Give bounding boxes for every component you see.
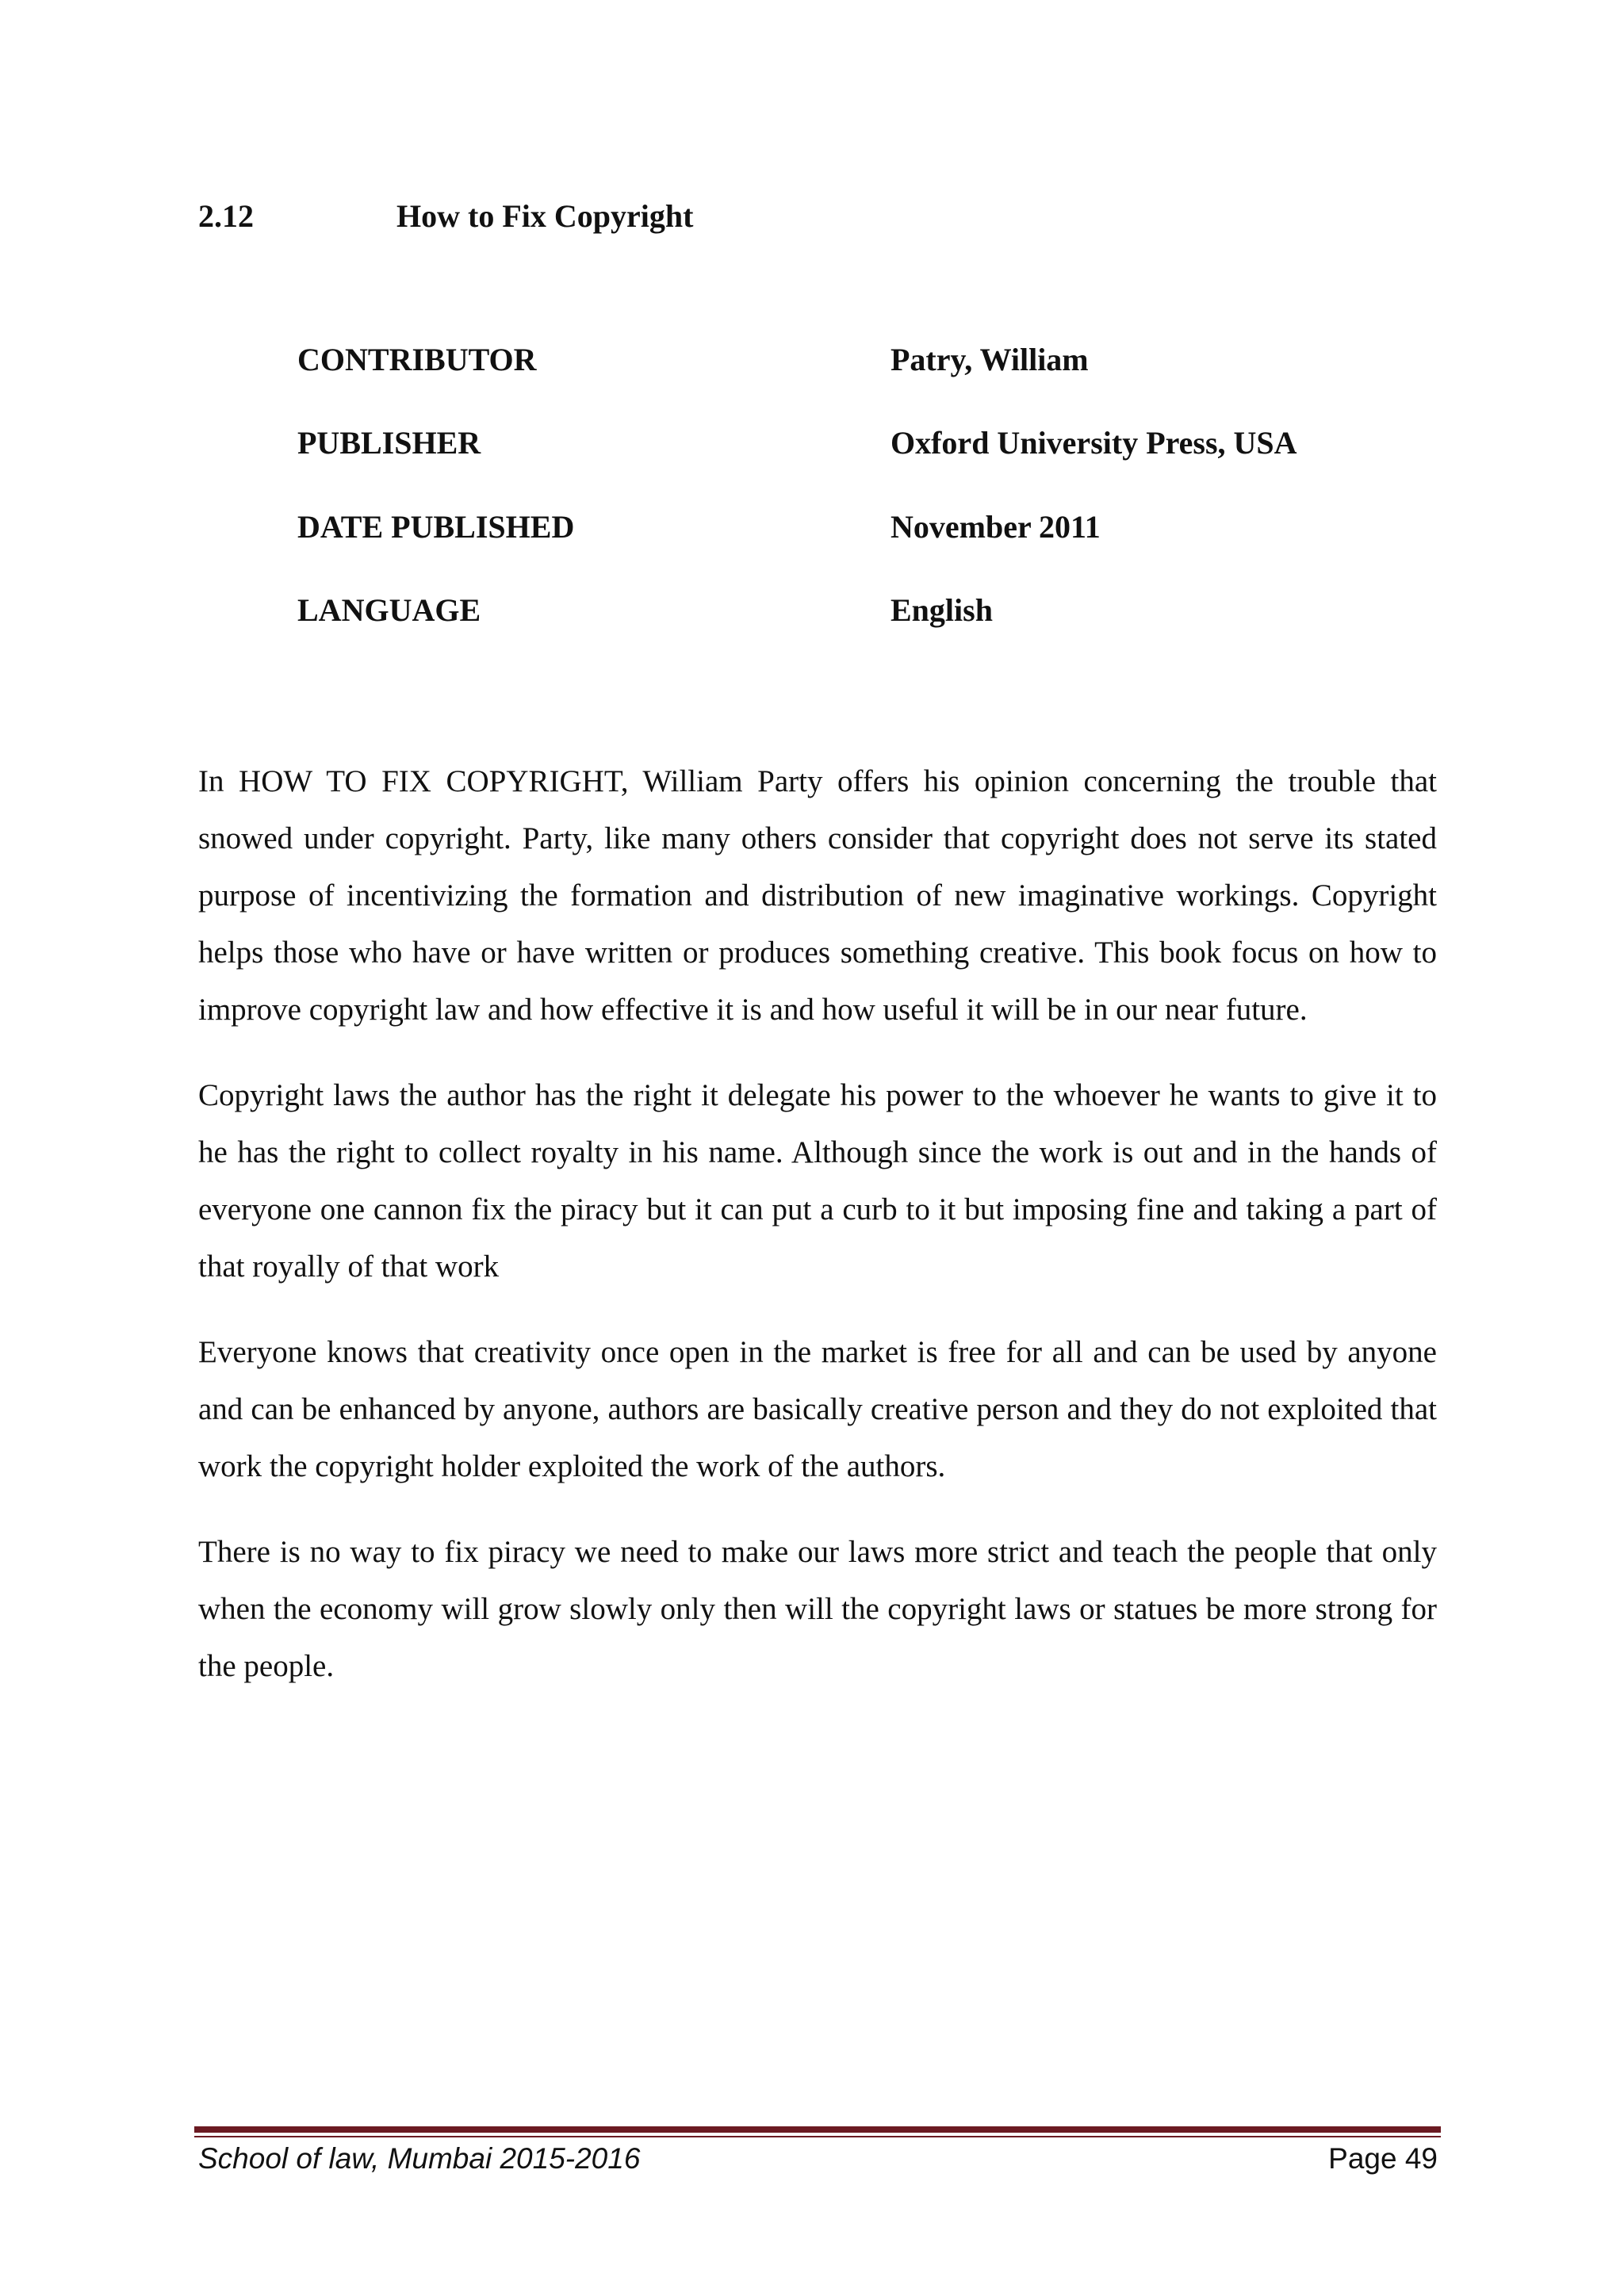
metadata-value: Patry, William <box>891 342 1089 377</box>
metadata-value: English <box>891 592 993 628</box>
footer-rule-thin <box>194 2136 1441 2137</box>
metadata-row-date-published <box>297 507 1408 548</box>
metadata-value: November 2011 <box>891 509 1101 545</box>
metadata-row-publisher <box>297 423 1408 464</box>
section-number: 2.12 <box>198 198 254 234</box>
paragraph: Everyone knows that creativity once open in the market is free for all and can be used by anyone and can be enhanced by anyone, authors are basically creative person and they do not exploited that work the copyright holder exploited the work of the authors. <box>198 1335 1437 1483</box>
metadata-label: LANGUAGE <box>297 592 481 628</box>
section-heading <box>198 196 693 237</box>
paragraph: There is no way to fix piracy we need to make our laws more strict and teach the people that only when the economy will grow slowly only then will the copyright laws or statues be more strong for the people. <box>198 1535 1437 1683</box>
metadata-row-language <box>297 590 1408 631</box>
metadata-value: Oxford University Press, USA <box>891 425 1297 461</box>
body-text <box>198 753 1437 1724</box>
metadata-row-contributor <box>297 339 1408 381</box>
footer-rule <box>194 2126 1441 2133</box>
page-number: Page 49 <box>1328 2142 1438 2175</box>
section-title: How to Fix Copyright <box>396 198 694 234</box>
footer-institution: School of law, Mumbai 2015-2016 <box>198 2142 641 2175</box>
metadata-label: CONTRIBUTOR <box>297 342 537 377</box>
paragraph: Copyright laws the author has the right it delegate his power to the whoever he wants to give it to he has the right to collect royalty in his name. Although since the work is out and in the hands of everyone one cannon fix the piracy but it can put a curb to it but imposing fine and taking a part of that royally of that work <box>198 1078 1437 1284</box>
metadata-label: DATE PUBLISHED <box>297 509 575 545</box>
metadata-label: PUBLISHER <box>297 425 481 461</box>
paragraph: In HOW TO FIX COPYRIGHT, William Party offers his opinion concerning the trouble that snowed under copyright. Party, like many others consider that copyright does not serve its stated purpose of incentivizing the formation and distribution of new imaginative workings. Copyright helps those who have or have written or produces something creative. This book focus on how to improve copyright law and how effective it is and how useful it will be in our near future. <box>198 764 1437 1027</box>
